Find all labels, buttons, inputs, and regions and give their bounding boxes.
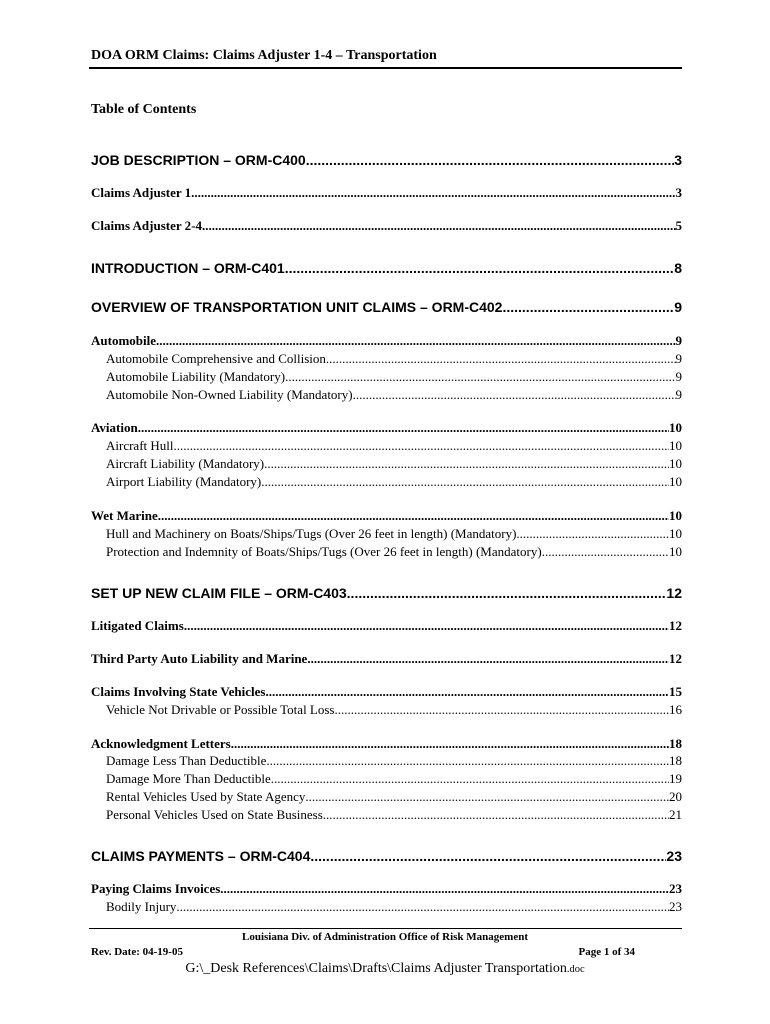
document-header-title: DOA ORM Claims: Claims Adjuster 1-4 – Transportation [91, 48, 437, 63]
toc-entry-acknowledgment-letters[interactable]: Acknowledgment Letters ..... 18 [91, 736, 682, 752]
toc-subentry-damage-more[interactable]: Damage More Than Deductible ..... 19 [106, 771, 682, 787]
toc-entry-litigated-claims[interactable]: Litigated Claims ..... 12 [91, 618, 682, 634]
toc-subentry-personal-vehicles[interactable]: Personal Vehicles Used on State Business ..... 21 [106, 807, 682, 823]
toc-subentry-auto-comprehensive[interactable]: Automobile Comprehensive and Collision ..... 9 [106, 351, 682, 367]
header-divider [89, 67, 682, 69]
toc-subentry-damage-less[interactable]: Damage Less Than Deductible ..... 18 [106, 753, 682, 769]
footer-revision-date: Rev. Date: 04-19-05 [91, 946, 183, 958]
footer-file-extension: .doc [566, 964, 585, 975]
toc-subentry-vehicle-not-drivable[interactable]: Vehicle Not Drivable or Possible Total Loss ..... 16 [106, 702, 682, 718]
footer-page-number: Page 1 of 34 [578, 946, 635, 958]
toc-section-set-up-claim-file[interactable]: SET UP NEW CLAIM FILE – ORM-C403 ..... 12 [91, 584, 682, 602]
toc-subentry-airport-liability[interactable]: Airport Liability (Mandatory) ..... 10 [106, 474, 682, 490]
toc-section-overview[interactable]: OVERVIEW OF TRANSPORTATION UNIT CLAIMS – ORM-C402 ..... 9 [91, 298, 682, 316]
footer-divider [89, 928, 682, 929]
toc-subentry-aircraft-hull[interactable]: Aircraft Hull ..... 10 [106, 438, 682, 454]
toc-subentry-bodily-injury[interactable]: Bodily Injury ..... 23 [106, 899, 682, 915]
toc-entry-third-party-auto[interactable]: Third Party Auto Liability and Marine ..... 12 [91, 651, 682, 667]
footer-file-path [0, 961, 770, 977]
toc-entry-paying-claims-invoices[interactable]: Paying Claims Invoices ..... 23 [91, 881, 682, 897]
toc-section-job-description[interactable]: JOB DESCRIPTION – ORM-C400 ..... 3 [91, 151, 682, 169]
toc-subentry-auto-non-owned[interactable]: Automobile Non-Owned Liability (Mandatory) ..... 9 [106, 387, 682, 403]
footer-organization: Louisiana Div. of Administration Office of Risk Management [241, 931, 528, 943]
toc-entry-claims-adjuster-1[interactable]: Claims Adjuster 1 ..... 3 [91, 185, 682, 201]
toc-entry-automobile[interactable]: Automobile ..... 9 [91, 333, 682, 349]
toc-heading: Table of Contents [91, 102, 197, 117]
footer-file-path-text: G:\_Desk References\Claims\Drafts\Claims Adjuster Transportation [185, 961, 567, 976]
toc-section-claims-payments[interactable]: CLAIMS PAYMENTS – ORM-C404 ..... 23 [91, 847, 682, 865]
toc-subentry-hull-machinery[interactable]: Hull and Machinery on Boats/Ships/Tugs (Over 26 feet in length) (Mandatory) ..... 10 [106, 526, 682, 542]
toc-section-introduction[interactable]: INTRODUCTION – ORM-C401 ..... 8 [91, 259, 682, 277]
toc-subentry-auto-liability[interactable]: Automobile Liability (Mandatory) ..... 9 [106, 369, 682, 385]
toc-entry-wet-marine[interactable]: Wet Marine ..... 10 [91, 508, 682, 524]
toc-entry-state-vehicles[interactable]: Claims Involving State Vehicles ..... 15 [91, 684, 682, 700]
toc-subentry-rental-vehicles[interactable]: Rental Vehicles Used by State Agency ..... 20 [106, 789, 682, 805]
toc-subentry-aircraft-liability[interactable]: Aircraft Liability (Mandatory) ..... 10 [106, 456, 682, 472]
toc-entry-aviation[interactable]: Aviation ..... 10 [91, 420, 682, 436]
toc-entry-claims-adjuster-2-4[interactable]: Claims Adjuster 2-4 ..... 5 [91, 218, 682, 234]
toc-subentry-protection-indemnity[interactable]: Protection and Indemnity of Boats/Ships/Tugs (Over 26 feet in length) (Mandatory) ..... 10 [106, 544, 682, 560]
